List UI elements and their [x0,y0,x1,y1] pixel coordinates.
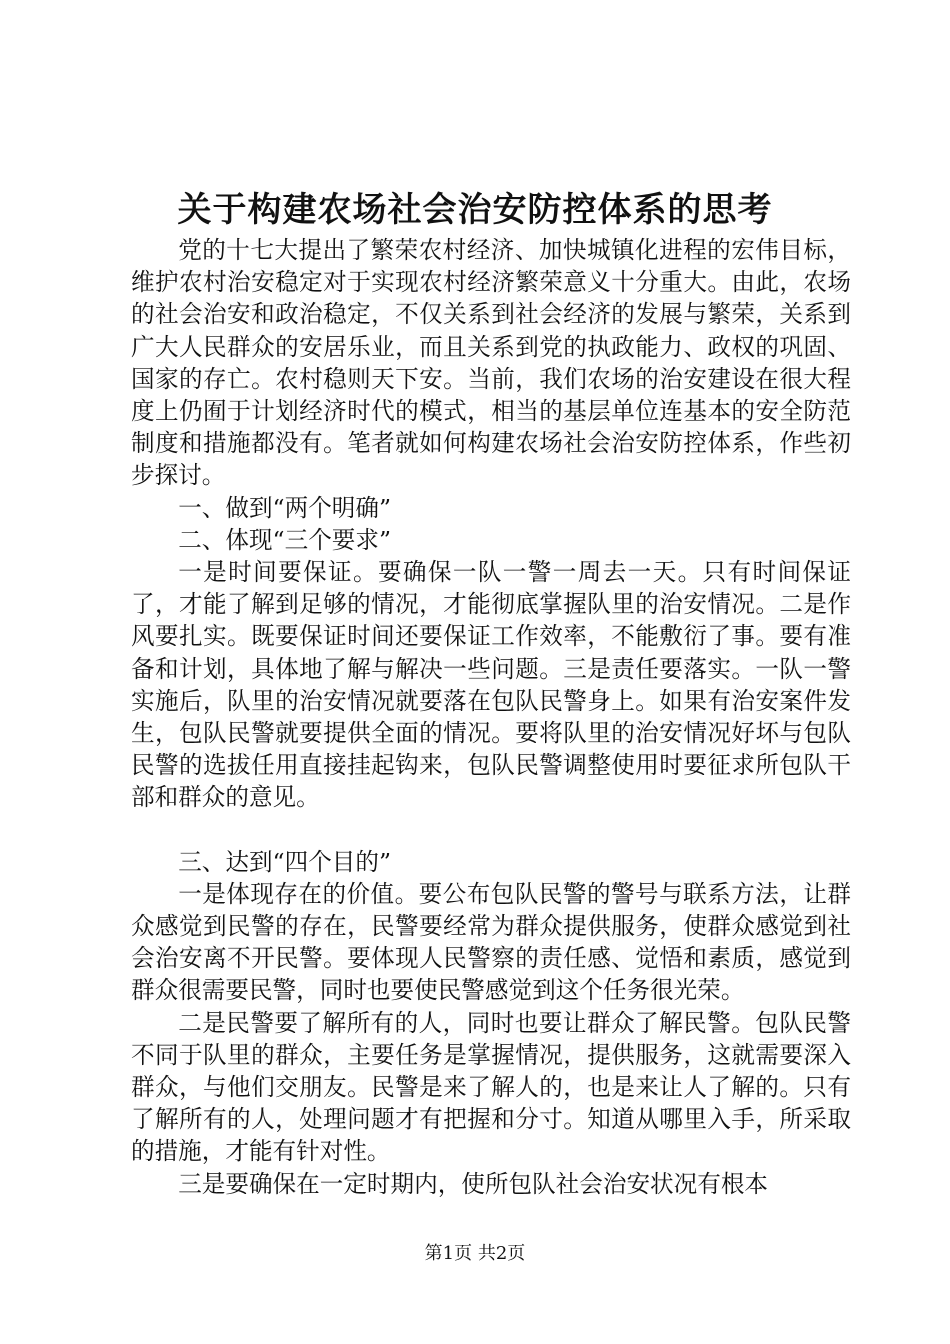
heading-section-2: 二、体现“三个要求” [178,525,392,554]
paragraph-three-requirements: 一是时间要保证。要确保一队一警一周去一天。只有时间保证了，才能了解到足够的情况，才能彻底掌握队里的治安情况。二是作风要扎实。既要保证时间还要保证工作效率，不能敷衍了事。要有准备和计划，具体地了解与解决一些问题。三是责任要落实。一队一警实施后，队里的治安情况就要落在包队民警身上。如果有治安案件发生，包队民警就要提供全面的情况。要将队里的治安情况好坏与包队民警的选拔任用直接挂起钩来，包队民警调整使用时要征求所包队干部和群众的意见。 [131,558,851,812]
document-title: 关于构建农场社会治安防控体系的思考 [177,190,773,230]
paragraph-purpose-1: 一是体现存在的价值。要公布包队民警的警号与联系方法，让群众感觉到民警的存在，民警要经常为群众提供服务，使群众感觉到社会治安离不开民警。要体现人民警察的责任感、觉悟和素质，感觉到群众很需要民警，同时也要使民警感觉到这个任务很光荣。 [131,879,851,1005]
blank-line [131,814,851,846]
paragraph-purpose-3: 三是要确保在一定时期内，使所包队社会治安状况有根本 [178,1169,769,1198]
heading-section-1: 一、做到“两个明确” [178,493,392,522]
paragraph-intro: 党的十七大提出了繁荣农村经济、加快城镇化进程的宏伟目标，维护农村治安稳定对于实现农村经济繁荣意义十分重大。由此，农场的社会治安和政治稳定，不仅关系到社会经济的发展与繁荣，关系到广大人民群众的安居乐业，而且关系到党的执政能力、政权的巩固、国家的存亡。农村稳则天下安。当前，我们农场的治安建设在很大程度上仍囿于计划经济时代的模式，相当的基层单位连基本的安全防范制度和措施都没有。笔者就如何构建农场社会治安防控体系，作些初步探讨。 [131,236,851,490]
document-body [131,234,851,1200]
page-number-footer: 第1页 共2页 [424,1243,526,1264]
paragraph-purpose-2: 二是民警要了解所有的人，同时也要让群众了解民警。包队民警不同于队里的群众，主要任务是掌握情况，提供服务，这就需要深入群众，与他们交朋友。民警是来了解人的，也是来让人了解的。只有了解所有的人，处理问题才有把握和分寸。知道从哪里入手，所采取的措施，才能有针对性。 [131,1008,851,1166]
heading-section-3: 三、达到“四个目的” [178,847,392,876]
